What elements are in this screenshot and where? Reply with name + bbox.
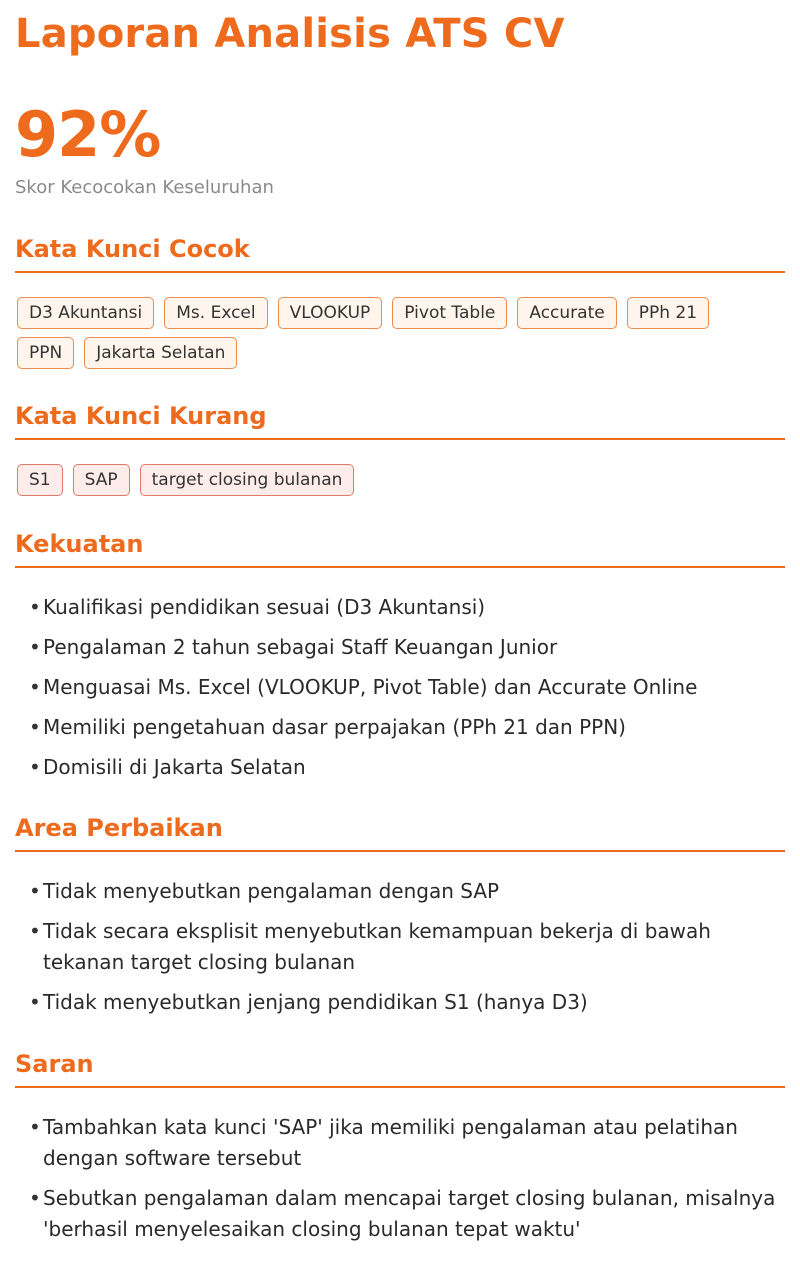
matched-keywords-list (15, 273, 785, 377)
strengths-section (15, 528, 785, 792)
improvements-list (15, 852, 785, 1018)
list-item: • Kualifikasi pendidikan sesuai (D3 Akuntansi) (29, 592, 785, 623)
list-item: • Memiliki pengetahuan dasar perpajakan (PPh 21 dan PPN) (29, 712, 785, 743)
missing-keyword-tag: S1 (17, 464, 63, 496)
list-item: • Sebutkan pengalaman dalam mencapai target closing bulanan, misalnya 'berhasil menyelesaikan closing bulanan tepat waktu' (29, 1183, 785, 1245)
overall-score-label: Skor Kecocokan Keseluruhan (15, 177, 274, 198)
missing-keyword-tag: SAP (73, 464, 130, 496)
matched-keyword-tag: PPN (17, 337, 74, 369)
matched-keyword-tag: Jakarta Selatan (84, 337, 237, 369)
improvements-section (15, 812, 785, 1027)
overall-score: 92% (15, 98, 161, 171)
list-item: • Tidak menyebutkan pengalaman dengan SAP (29, 876, 785, 907)
suggestions-section (15, 1048, 785, 1254)
missing-keywords-section (15, 400, 785, 504)
strengths-list (15, 568, 785, 783)
matched-keywords-section (15, 233, 785, 377)
matched-keyword-tag: Ms. Excel (164, 297, 267, 329)
suggestions-list (15, 1088, 785, 1245)
list-item: • Tidak menyebutkan jenjang pendidikan S1 (hanya D3) (29, 987, 785, 1018)
list-item: • Menguasai Ms. Excel (VLOOKUP, Pivot Table) dan Accurate Online (29, 672, 785, 703)
page-title: Laporan Analisis ATS CV (15, 11, 565, 57)
improvements-heading: Area Perbaikan (15, 812, 785, 852)
suggestions-heading: Saran (15, 1048, 785, 1088)
matched-keyword-tag: Pivot Table (392, 297, 507, 329)
matched-keyword-tag: D3 Akuntansi (17, 297, 154, 329)
missing-keywords-heading: Kata Kunci Kurang (15, 400, 785, 440)
missing-keywords-list (15, 440, 785, 504)
list-item: • Pengalaman 2 tahun sebagai Staff Keuangan Junior (29, 632, 785, 663)
list-item: • Tidak secara eksplisit menyebutkan kemampuan bekerja di bawah tekanan target closing bulanan (29, 916, 785, 978)
list-item: • Tambahkan kata kunci 'SAP' jika memiliki pengalaman atau pelatihan dengan software tersebut (29, 1112, 785, 1174)
strengths-heading: Kekuatan (15, 528, 785, 568)
list-item: • Domisili di Jakarta Selatan (29, 752, 785, 783)
matched-keyword-tag: VLOOKUP (278, 297, 383, 329)
matched-keyword-tag: Accurate (517, 297, 616, 329)
matched-keywords-heading: Kata Kunci Cocok (15, 233, 785, 273)
matched-keyword-tag: PPh 21 (627, 297, 709, 329)
missing-keyword-tag: target closing bulanan (140, 464, 355, 496)
